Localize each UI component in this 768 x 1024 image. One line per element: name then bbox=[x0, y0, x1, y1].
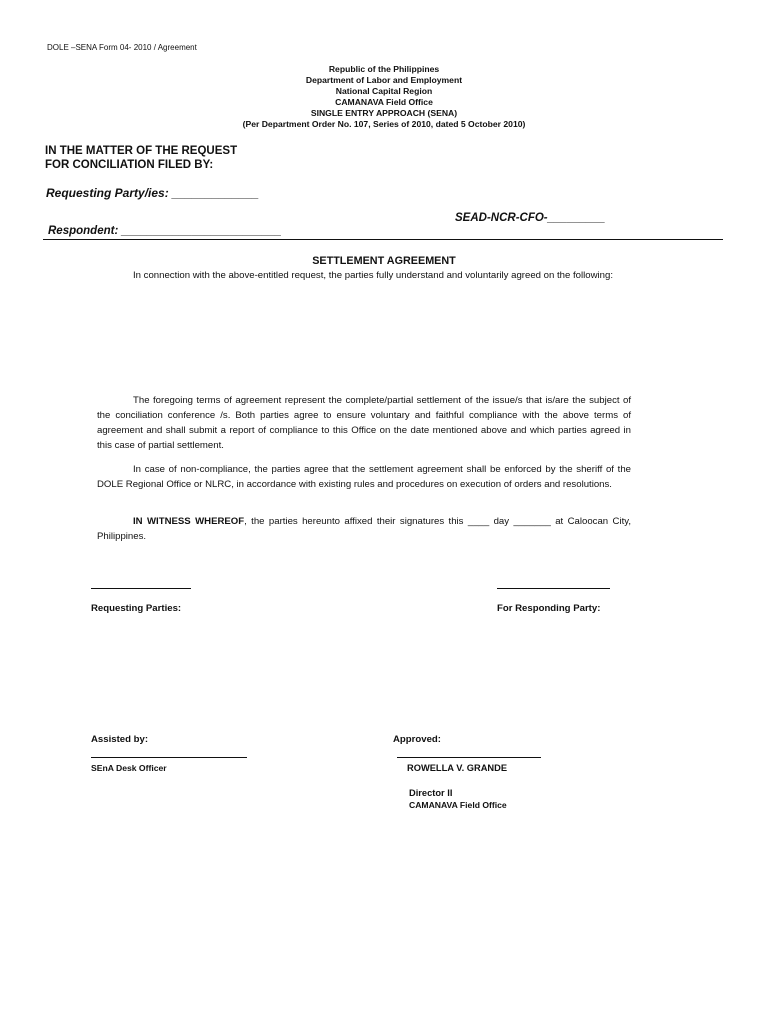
requesting-signature-line bbox=[91, 588, 191, 589]
approver-signature-line bbox=[397, 757, 541, 758]
desk-officer-signature-line bbox=[91, 757, 247, 758]
document-header bbox=[0, 64, 768, 130]
matter-caption bbox=[45, 144, 237, 172]
witness-text: , the parties hereunto affixed their signatures this ____ day _______ at Caloocan City, Philippines. bbox=[97, 516, 631, 542]
desk-officer-title: SEnA Desk Officer bbox=[91, 763, 167, 773]
noncompliance-text: In case of non-compliance, the parties agree that the settlement agreement shall be enforced by the sheriff of the DOLE Regional Office or NLRC, in accordance with existing rules and procedures on execution of orders and resolutions. bbox=[97, 464, 631, 490]
matter-line-2: FOR CONCILIATION FILED BY: bbox=[45, 159, 214, 171]
witness-bold-text: IN WITNESS WHEREOF bbox=[133, 516, 245, 527]
assisted-by-label: Assisted by: bbox=[91, 734, 149, 745]
header-department-order: (Per Department Order No. 107, Series of 2010, dated 5 October 2010) bbox=[242, 119, 526, 129]
responding-signature-line bbox=[497, 588, 610, 589]
requesting-party-field: Requesting Party/ies: _____________ bbox=[46, 186, 259, 200]
approver-office: CAMANAVA Field Office bbox=[409, 800, 507, 810]
header-republic: Republic of the Philippines bbox=[328, 64, 440, 74]
header-field-office: CAMANAVA Field Office bbox=[335, 97, 433, 107]
approver-position: Director II bbox=[409, 788, 453, 798]
matter-line-1: IN THE MATTER OF THE REQUEST bbox=[45, 145, 238, 157]
requesting-parties-label: Requesting Parties: bbox=[91, 603, 182, 614]
respondent-field: Respondent: _________________________ bbox=[48, 225, 282, 237]
terms-paragraph bbox=[97, 393, 631, 453]
case-number-field: SEAD-NCR-CFO-_________ bbox=[455, 212, 606, 224]
document-title: SETTLEMENT AGREEMENT bbox=[312, 255, 456, 267]
terms-text: The foregoing terms of agreement represent the complete/partial settlement of the issue/s that is/are the subject of the conciliation conference /s. Both parties agree to ensure voluntary and faithful compliance with the above terms of agreement and shall submit a report of compliance to this Office on the date mentioned above and which parties agreed in this case of partial settlement. bbox=[97, 395, 631, 451]
intro-paragraph bbox=[97, 268, 631, 283]
witness-paragraph bbox=[97, 514, 631, 544]
responding-party-label: For Responding Party: bbox=[497, 603, 601, 614]
noncompliance-paragraph bbox=[97, 462, 631, 492]
approved-label: Approved: bbox=[393, 734, 441, 745]
intro-text: In connection with the above-entitled request, the parties fully understand and voluntarily agreed on the following: bbox=[133, 270, 613, 281]
form-id: DOLE –SENA Form 04- 2010 / Agreement bbox=[47, 43, 197, 52]
header-region: National Capital Region bbox=[335, 86, 433, 96]
caption-divider bbox=[43, 239, 723, 240]
approver-name: ROWELLA V. GRANDE bbox=[407, 763, 508, 773]
header-program: SINGLE ENTRY APPROACH (SENA) bbox=[310, 108, 458, 118]
header-department: Department of Labor and Employment bbox=[305, 75, 463, 85]
